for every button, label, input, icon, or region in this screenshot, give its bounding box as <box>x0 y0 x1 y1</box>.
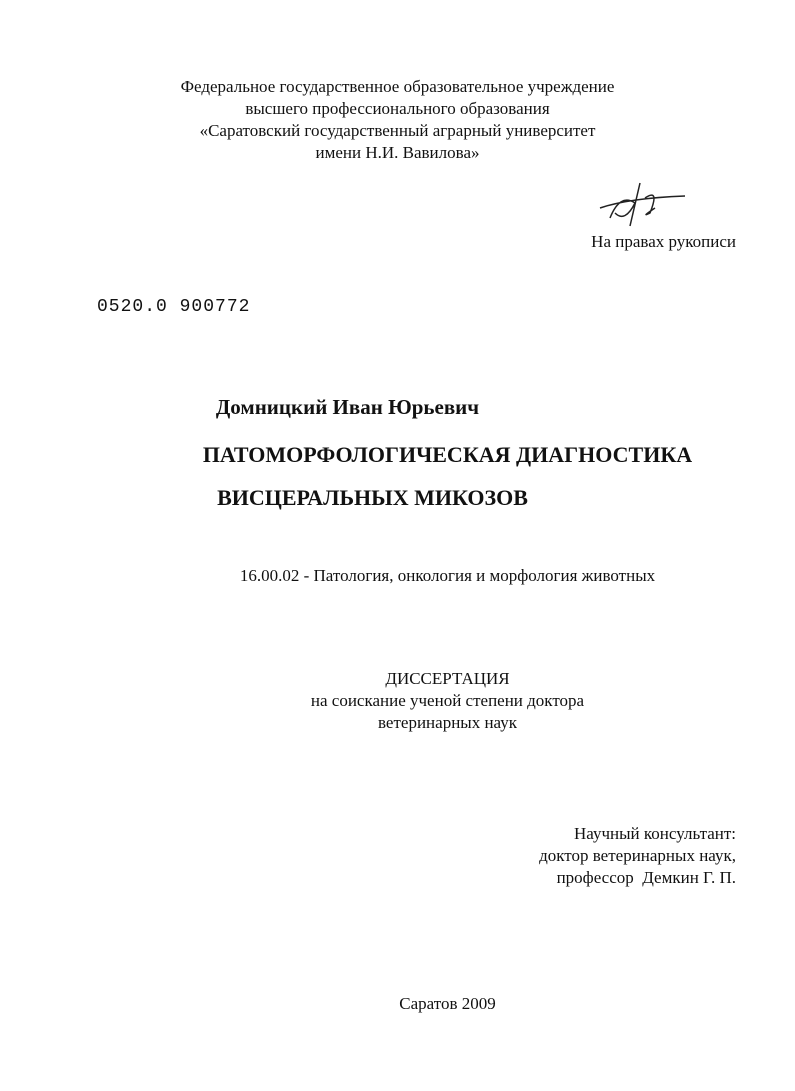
advisor-line-3: профессор Демкин Г. П. <box>556 868 736 887</box>
manuscript-note: На правах рукописи <box>591 232 736 251</box>
institution-line-1: Федеральное государственное образовательное учреждение <box>180 77 615 96</box>
advisor-line-2: доктор ветеринарных наук, <box>539 846 736 865</box>
author-name: Домницкий Иван Юрьевич <box>215 395 480 419</box>
degree-line-3: ветеринарных наук <box>378 713 517 732</box>
degree-line-1: ДИССЕРТАЦИЯ <box>385 669 510 688</box>
institution-line-4: имени Н.И. Вавилова» <box>315 143 480 162</box>
city-year: Саратов 2009 <box>399 994 496 1013</box>
institution-line-3: «Саратовский государственный аграрный университет <box>199 121 596 140</box>
institution-line-2: высшего профессионального образования <box>245 99 550 118</box>
specialty: 16.00.02 - Патология, онкология и морфология животных <box>239 566 656 585</box>
signature-icon <box>590 178 690 228</box>
degree-line-2: на соискание ученой степени доктора <box>310 691 585 710</box>
registry-code: 0520.0 900772 <box>97 297 251 317</box>
title-line-1: ПАТОМОРФОЛОГИЧЕСКАЯ ДИАГНОСТИКА <box>202 442 693 467</box>
title-line-2: ВИСЦЕРАЛЬНЫХ МИКОЗОВ <box>217 485 528 510</box>
advisor-line-1: Научный консультант: <box>574 824 736 843</box>
